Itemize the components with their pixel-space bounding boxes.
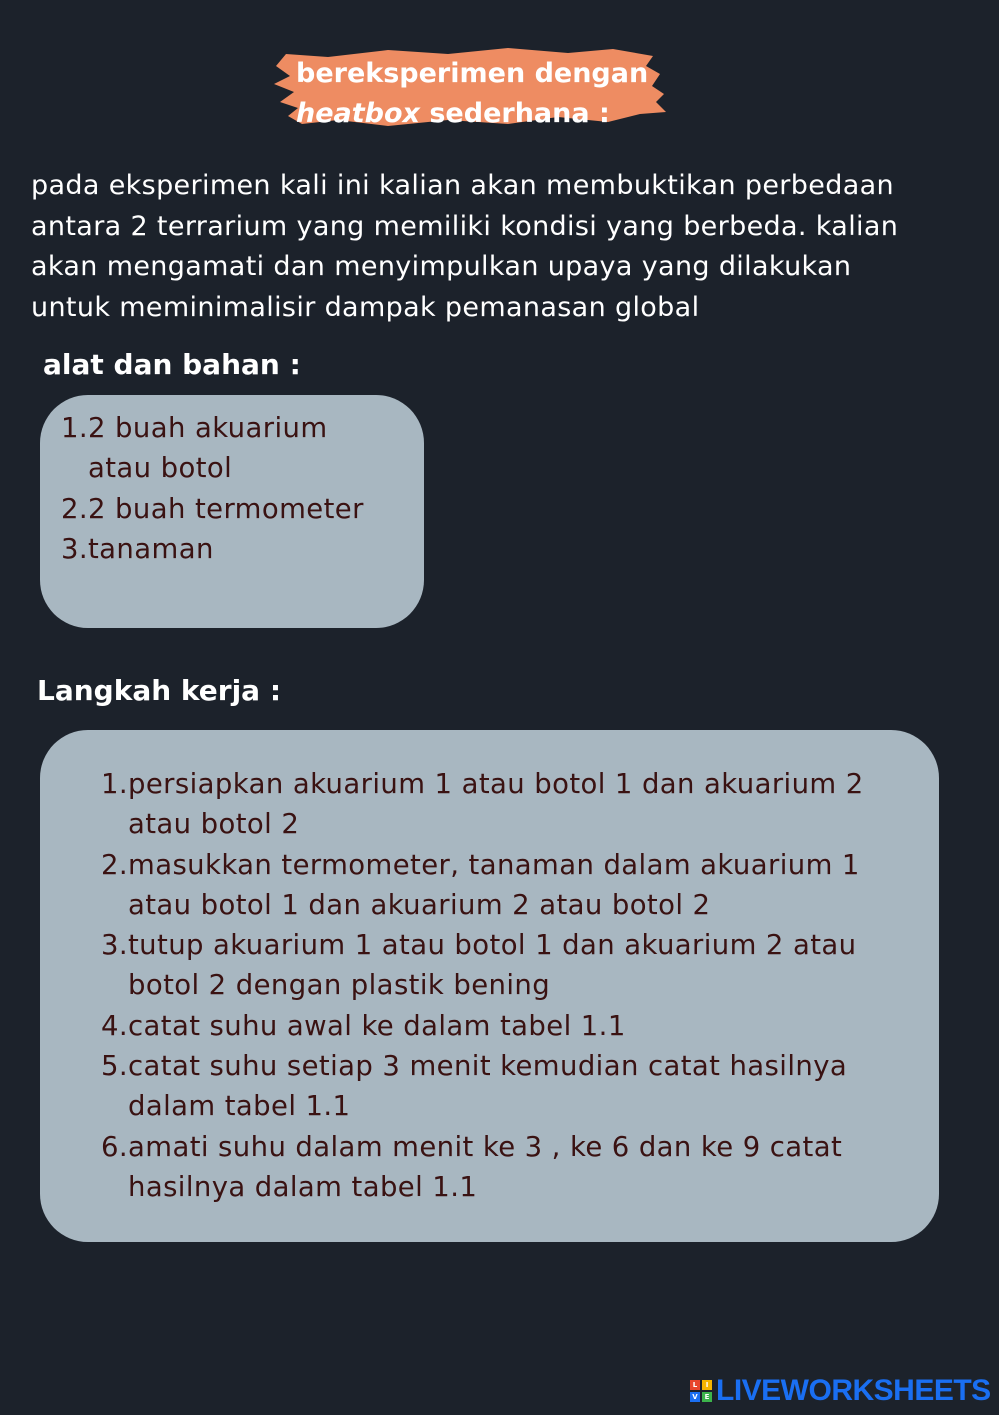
list-text [128,1127,864,1208]
steps-box [40,730,939,1242]
list-text-line: catat suhu setiap 3 menit kemudian catat hasilnya [128,1050,848,1083]
page-title [296,54,648,134]
title-line-2-rest: sederhana : [419,98,610,129]
logo-letter: L [690,1380,700,1390]
list-text-line: atau botol 1 dan akuarium 2 atau botol 2 [128,888,711,921]
list-number: 3. [100,929,128,962]
list-text-line: persiapkan akuarium 1 atau botol 1 dan akuarium 2 [128,768,864,800]
list-text [128,764,864,845]
intro-paragraph [31,166,971,328]
list-item [58,529,364,569]
list-number: 5. [100,1050,128,1083]
list-text-line: 2 buah akuarium [88,412,328,444]
list-item [96,1127,864,1208]
title-italic-word: heatbox [296,98,420,129]
list-text [128,1006,864,1046]
watermark-text: LIVEWORKSHEETS [716,1374,991,1407]
title-line-1: bereksperimen dengan [296,58,649,89]
list-text [128,925,864,1006]
list-text-line: dalam tabel 1.1 [128,1090,351,1123]
list-text [88,529,364,569]
list-number: 2. [60,492,88,525]
list-text-line: catat suhu awal ke dalam tabel 1.1 [128,1009,626,1042]
steps-list [96,764,864,1207]
list-text [128,845,864,926]
list-number: 3. [60,532,88,565]
intro-line: akan mengamati dan menyimpulkan upaya yang dilakukan [31,251,852,282]
logo-letter: I [702,1380,712,1390]
list-number: 1. [60,412,88,444]
list-text-line: atau botol 2 [128,808,300,841]
list-text-line: tutup akuarium 1 atau botol 1 dan akuarium 2 atau [128,929,857,962]
list-text [88,489,364,529]
list-item [96,1006,864,1046]
intro-line: antara 2 terrarium yang memiliki kondisi yang berbeda. kalian [31,210,899,242]
title-banner [268,44,668,130]
logo-letter: V [690,1392,700,1402]
list-text-line: hasilnya dalam tabel 1.1 [128,1170,478,1203]
logo-letter: E [702,1392,712,1402]
materials-list [58,408,364,569]
list-item [58,408,364,489]
title-line-2 [296,94,648,134]
intro-line: pada eksperimen kali ini kalian akan membuktikan perbedaan [31,170,894,201]
list-item [96,925,864,1006]
list-text-line: atau botol [88,452,233,485]
list-item [96,845,864,926]
intro-line: untuk meminimalisir dampak pemanasan global [31,291,700,323]
list-number: 1. [100,768,128,800]
list-number: 4. [100,1009,128,1042]
materials-heading: alat dan bahan : [43,348,301,381]
steps-heading: Langkah kerja : [37,674,282,707]
liveworksheets-logo-icon [690,1380,712,1402]
list-text [128,1046,864,1127]
list-item [58,489,364,529]
list-item [96,1046,864,1127]
list-item [96,764,864,845]
list-text-line: 2 buah termometer [88,492,364,525]
list-text-line: botol 2 dengan plastik bening [128,969,551,1002]
list-number: 6. [100,1130,128,1163]
list-text-line: masukkan termometer, tanaman dalam akuarium 1 [128,848,860,881]
list-text-line: tanaman [88,532,214,565]
list-number: 2. [100,848,128,881]
list-text-line: amati suhu dalam menit ke 3 , ke 6 dan ke 9 catat [128,1130,843,1163]
liveworksheets-watermark[interactable] [690,1374,991,1408]
list-text [88,408,364,489]
materials-box [40,395,424,628]
